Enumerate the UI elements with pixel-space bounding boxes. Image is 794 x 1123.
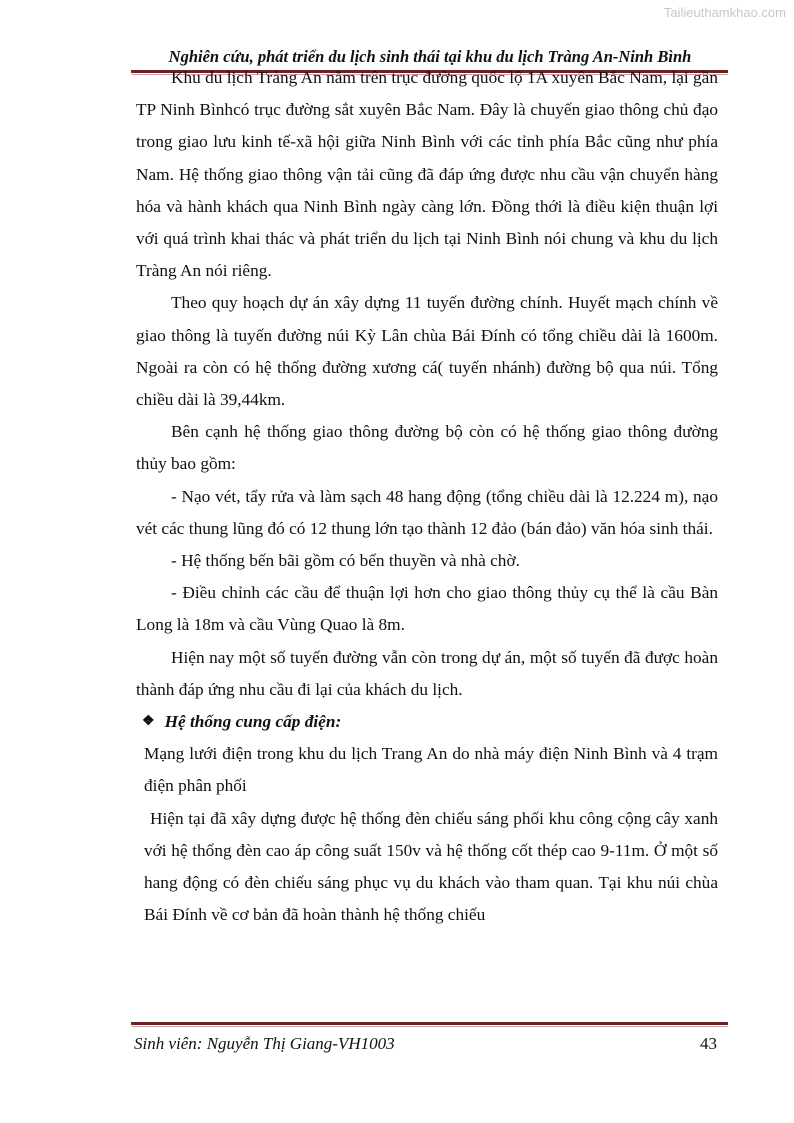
footer-author: Sinh viên: Nguyễn Thị Giang-VH1003 [134,1034,395,1053]
paragraph-road-plan: Theo quy hoạch dự án xây dựng 11 tuyến đường chính. Huyết mạch chính về giao thông là tuyến đường núi Kỳ Lân chùa Bái Đính có tổng chiều dài là 1600m. Ngoài ra còn có hệ thống đường xương cá( tuyến nhánh) đường bộ qua núi. Tổng chiều dài là 39,44km. [136,293,718,410]
paragraph-waterway-intro: Bên cạnh hệ thống giao thông đường bộ còn có hệ thống giao thông đường thủy bao gồm: [136,422,718,474]
watermark: Tailieuthamkhao.com [663,5,786,20]
footer-rule-thick [131,1022,728,1025]
list-item-docks: - Hệ thống bến bãi gồm có bến thuyền và nhà chờ. [171,551,520,571]
page-body [136,62,718,931]
footer-rule [131,1022,728,1027]
running-header-title: Nghiên cứu, phát triển du lịch sinh thái tại khu du lịch Tràng An-Ninh Bình [168,47,692,66]
section-heading-text: Hệ thống cung cấp điện: [164,712,342,732]
paragraph-current-status: Hiện nay một số tuyến đường vẫn còn trong dự án, một số tuyến đã được hoàn thành đáp ứng nhu cầu đi lại của khách du lịch. [136,647,718,699]
section-heading-power [136,706,718,738]
diamond-bullet-icon: ❖ [142,714,155,730]
list-item-dredging: - Nạo vét, tẩy rửa và làm sạch 48 hang động (tổng chiều dài là 12.224 m), nạo vét các thung lũng đó có 12 thung lớn tạo thành 12 đảo (bán đảo) văn hóa sinh thái. [136,486,718,538]
paragraph-power-grid: Mạng lưới điện trong khu du lịch Trang An do nhà máy điện Ninh Bình và 4 trạm điện phân phối [144,744,718,796]
paragraph-lighting: Hiện tại đã xây dựng được hệ thống đèn chiếu sáng phối khu công cộng cây xanh với hệ thống đèn cao áp công suất 150v và hệ thống cốt thép cao 9-11m. Ở một số hang động có đèn chiếu sáng phục vụ du khách vào tham quan. Tại khu núi chùa Bái Đính về cơ bản đã hoàn thành hệ thống chiếu [144,808,718,925]
list-item-bridges: - Điều chỉnh các cầu để thuận lợi hơn cho giao thông thủy cụ thể là cầu Bàn Long là 18m và cầu Vùng Quao là 8m. [136,583,718,635]
paragraph-transport-location: Khu du lịch Tràng An nằm trên trục đường quốc lộ 1A xuyên Bắc Nam, lại gần TP Ninh Bìnhcó trục đường sắt xuyên Bắc Nam. Đây là chuyến giao thông chủ đạo trong giao lưu kinh tế-xã hội giữa Ninh Bình với các tỉnh phía Bắc cũng như phía Nam. Hệ thống giao thông vận tải cũng đã đáp ứng được nhu cầu vận chuyển hàng hóa và hành khách qua Ninh Bình ngày càng lớn. Đồng thới là điều kiện thuận lợi với quá trình khai thác và phát triển du lịch tại Ninh Bình nói chung và khu du lịch Tràng An nói riêng. [136,68,718,281]
footer-rule-thin [131,1026,728,1027]
page-number: 43 [700,1034,717,1053]
